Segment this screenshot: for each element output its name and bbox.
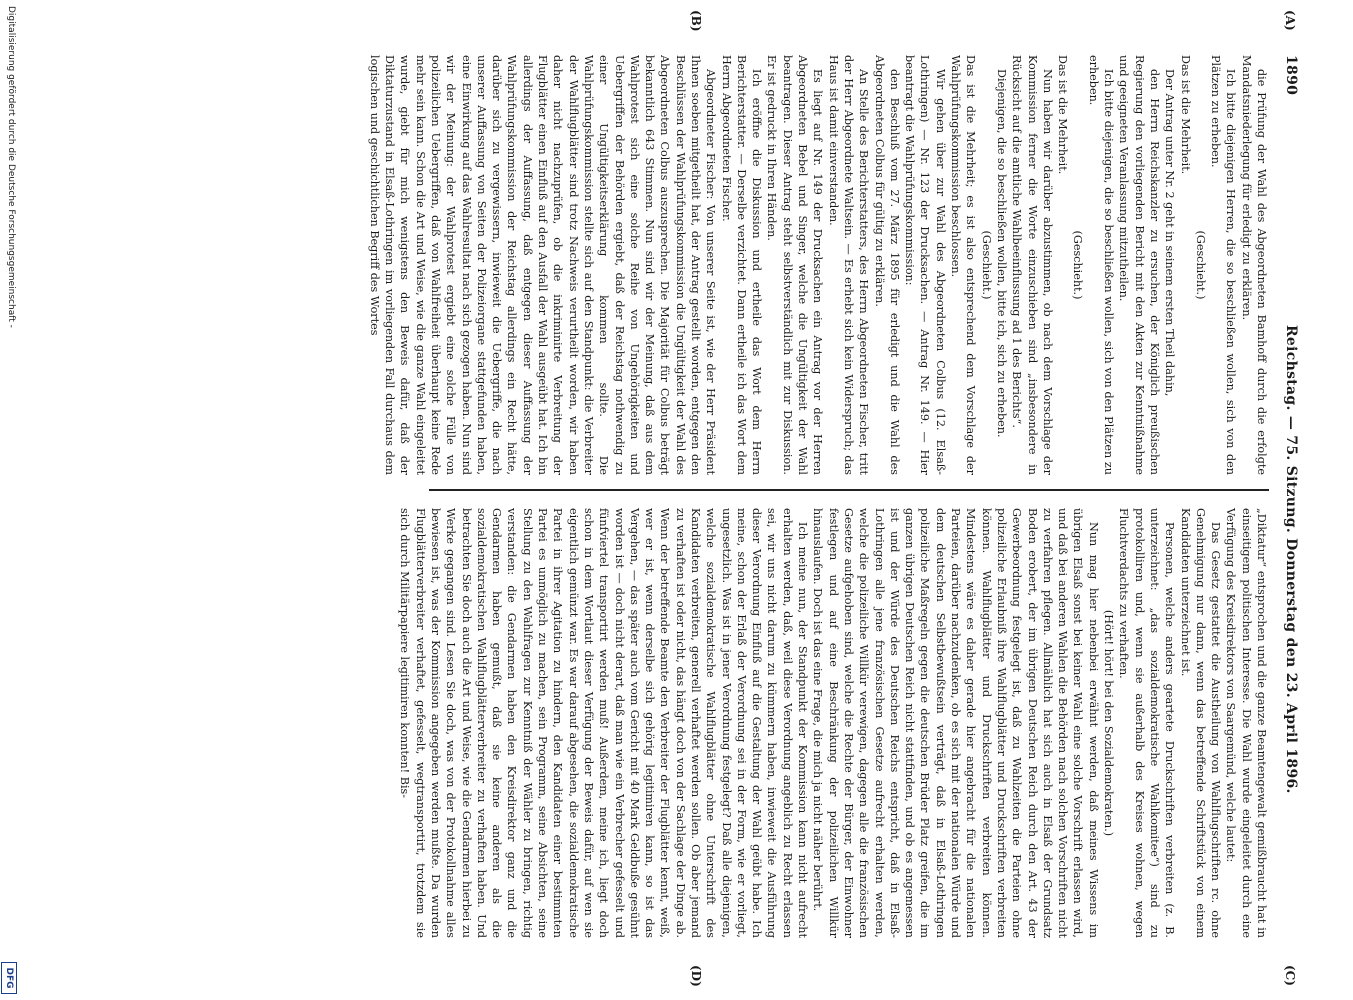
paragraph: die Prüfung der Wahl des Abgeordneten Bamhoff durch die erfolgte Mandatsniederlegung für erledigt zu erklären. [1239, 55, 1268, 475]
paragraph: Ich eröffne die Diskussion und ertheile das Wort dem Herrn Berichterstatter. — Derselbe verzichtet. Dann ertheile ich das Wort dem Herrn Abgeordneten Fischer. [719, 55, 764, 475]
funding-note: Digitalisierung gefördert durch die Deutsche Forschungsgemeinschaft - [6, 6, 16, 328]
header-title: Reichstag. — 75. Sitzung. Donnerstag den 23. April 1896. [1283, 325, 1299, 794]
paragraph: Das ist die Mehrheit. [1178, 55, 1192, 175]
paragraph: (Geschieht.) [1071, 230, 1085, 300]
paragraph: An Stelle des Berichterstatters, des Herrn Abgeordneten Fischer, tritt der Herr Abgeordnete Waltsein. — Es erhebt sich kein Widerspruch; das Haus ist damit einverstanden. [826, 55, 871, 475]
left-column [366, 55, 1269, 475]
margin-mark-b: (B) [689, 10, 703, 32]
paragraph: Es liegt auf Nr. 149 der Drucksachen ein Antrag vor der Herren Abgeordneten Bebel und Singer, welche die Ungültigkeit der Wahl beantragen. Dieser Antrag steht selbstverständlich mit zur Diskussion. Er ist gedruckt in Ihren Händen. [765, 55, 825, 475]
margin-mark-c: (C) [1283, 965, 1297, 986]
paragraph: Abgeordneter Fischer: Von unserer Seite ist, wie der Herr Präsident Ihnen soeben mitgetheilt hat, der Antrag gestellt worden, entgegen den Beschlüssen der Wahlprüfungskommission die Ungültigkeit der Wahl des Abgeordneten Colbus auszusprechen. Die Majorität für Colbus beträgt bekanntlich 643 Stimmen. Nun sind wir der Meinung, daß aus dem Wahlprotest sich eine solche Reihe von Ungehörigkeiten und Uebergriffen der Behörden ergiebt, daß der Reichstag nothwendig zu einer Ungültigkeitserklärung kommen sollte. Die Wahlprüfungskommission stellte sich auf den Standpunkt: die Verbreiter der Wahlflugblätter sind trotz Nachweis verurtheilt worden, wir haben daher nicht nachzuprüfen, ob die inkriminirte Verbreitung der Flugblätter einen Einfluß auf den Ausfall der Wahl ausgeübt hat. Ich bin allerdings der Auffassung, daß entgegen dieser Auffassung der Wahlprüfungskommission der Reichstag allerdings ein Recht hätte, darüber sich zu vergewissern, inwieweit die Uebergriffe, die nach unserer Auffassung von Seiten der Polizeiorgane stattgefunden haben, eine Einwirkung auf das Wahlresultat nach sich gezogen haben. Nun sind wir der Meinung: der Wahlprotest ergiebt eine solche Fülle von polizeilichen Uebergriffen, daß von Wahlfreiheit überhaupt keine Rede mehr sein kann. Schon die Art und Weise, wie die ganze Wahl eingeleitet wurde, giebt für mich wenigstens den Beweis dafür, daß der Diktaturzustand in Elsaß-Lothringen im vorliegenden Fall durchaus dem logischen und geschichtlichen Begriff des Wortes [367, 55, 718, 475]
paragraph: den Herrn Reichskanzler zu ersuchen, der Königlich preußischen Regierung den vorliegenden Bericht mit den Akten zur Kenntnißnahme und geeigneten Veranlassung mitzutheilen. [1117, 55, 1161, 475]
paragraph: (Geschieht.) [1193, 230, 1207, 300]
footer [0, 0, 18, 1000]
paragraph: Ich meine nun, der Standpunkt der Kommission kann nicht aufrecht erhalten werden, daß, weil diese Verordnung angeblich zu Recht erlassen sei, wir uns nicht darum zu kümmern haben, inwieweit die Ausführung dieser Verordnung Einfluß auf die Gestaltung der Wahl geübt habe. Ich meine, schon der Erlaß der Verordnung sei in der Form, wie er vorliegt, ungesetzlich. Was ist in jener Verordnung festgelegt? Daß alle diejenigen, welche sozialdemokratische Wahlflugblätter ohne Unterschrift des Kandidaten verbreiten, generell verhaftet werden sollen. Ob aber jemand zu verhaften ist oder nicht, das hängt doch von der Sachlage der Dinge ab. Wenn der betreffende Beamte den Verbreiter der Flugblätter kennt, weiß, wer er ist, wenn derselbe sich gehörig legitimiren kann, so ist das Vergehen, — das später auch vom Gericht mit 40 Mark Geldbuße gesühnt worden ist — doch nicht derart, daß man wie ein Verbrecher gefesselt und fünfviertel transportirt werden muß! Außerdem, meine ich, liegt doch schon in dem Wortlaut dieser Verfügung der Beweis dafür, auf wen sie eigentlich gemünzt war. Es war darauf abgesehen, die sozialdemokratische Partei in ihrer Agitation zu hindern, den Kandidaten einer bestimmten Partei es unmöglich zu machen, sein Programm, seine Absichten, seine Stellung zu den Wahlfragen zur Kenntniß der Wähler zu bringen, richtig verstanden: die Gendarmen haben den Kreisdirektor ganz und die Gendarmen haben gemußt, daß sie keine anderen als die sozialdemokratischen Wahlflugblätterverbreiter zu verhaften haben. Und betrachten Sie doch auch die Art und Weise, wie die Gendarmen hierbei zu Werke gegangen sind. Lesen Sie doch, was von der Protokollnahme alles bewiesen ist, was der Kommission angegeben werden mußte. Da wurden Flugblätterverbreiter verhaftet, gefesselt, wegtransportirt, trotzdem sie sich durch Militärpapiere legitimiren konnten! Bis- [398, 508, 810, 938]
margin-mark-a: (A) [1283, 10, 1297, 31]
page-number: 1890 [1283, 55, 1299, 96]
paragraph: (Geschieht.) [979, 230, 993, 300]
column-divider [429, 489, 1269, 491]
paragraph: Das Gesetz gestattet die Austheilung von Wahlflugschriften rc. ohne Genehmigung nur dann, wenn das betreffende Schriftstück von einem Kandidaten unterzeichnet ist. [1178, 508, 1223, 938]
paragraph: (Hört! hört! bei den Sozialdemokraten.) [1102, 609, 1116, 837]
paragraph: Der Antrag unter Nr. 2 geht in seinem ersten Theil dahin, [1163, 69, 1177, 397]
paragraph: Personen, welche anders geartete Druckschriften verbreiten (z. B. unterzeichnet: „das sozialdemokratische Wahlkomitee“) sind zu protokolliren und, wenn sie außerhalb des Kreises wohnen, wegen Fluchtverdachts zu verhaften. [1117, 508, 1177, 938]
dfg-logo-icon: DFG [1, 962, 17, 994]
paragraph: Das ist die Mehrheit. [1056, 55, 1070, 175]
paragraph: den Beschluß vom 27. März 1895 für erledigt und die Wahl des Abgeordneten Colbus für gültig zu erklären. [872, 55, 901, 475]
paragraph: „Diktatur“ entsprochen und die ganze Beamtengewalt gemißbraucht hat in einseitigem politischen Interesse. Die Wahl wurde eingeleitet durch eine Verfügung des Kreisdirektors von Saargemünd, welche lautet: [1224, 508, 1268, 938]
page-header [1279, 55, 1299, 935]
paragraph: Das ist die Mehrheit; es ist also entsprechend dem Vorschlage der Wahlprüfungskommission beschlossen. [949, 55, 978, 475]
right-column [397, 508, 1269, 938]
paragraph: Wir gehen über zur Wahl des Abgeordneten Colbus (12. Elsaß-Lothringen) — Nr. 123 der Drucksachen. — Antrag Nr. 149. — Hier beantragt die Wahlprüfungskommission: [903, 55, 947, 475]
margin-mark-d: (D) [689, 965, 703, 987]
paragraph: Diejenigen, die so beschließen wollen, bitte ich, sich zu erheben. [994, 69, 1008, 438]
paragraph: Ich bitte diejenigen Herren, die so beschließen wollen, sich von den Plätzen zu erheben. [1209, 55, 1238, 475]
paragraph: Nun mag hier nebenbei erwähnt werden, daß meines Wissens im übrigen Elsaß sonst bei keiner Wahl eine solche Vorschrift erlassen wird, und daß bei anderen Wahlen die Behörden nach solchen Vorschriften nicht zu verfahren pflegen. Allmählich hat sich auch in Elsaß der Grundsatz Boden erobert, der im übrigen Deutschen Reich durch den Art. 43 der Gewerbeordnung festgelegt ist, daß zu Wahlzeiten die Parteien ohne polizeiliche Erlaubniß ihre Wahlflugblätter und Druckschriften verbreiten können. Wahlflugblätter und Druckschriften verbreiten können. Mindestens wäre es daher gerade hier angebracht für die nationalen Parteien, darüber nachzudenken, ob es sich mit der nationalen Würde und dem deutschen Selbstbewußtsein verträgt, daß in Elsaß-Lothringen polizeiliche Maßregeln gegen die deutschen Brüder Platz greifen, die im ganzen übrigen Deutschen Reich nicht stattfinden, und ob es angemessen ist und der Würde des Deutschen Reichs entspricht, daß in Elsaß-Lothringen alle jene französischen Gesetze aufrecht erhalten werden, welche die polizeiliche Willkür verewigen, dagegen alle die französischen Gesetze aufgehoben sind, welche die Rechte der Bürger, der Einwohner festlegen und auf eine Beschränkung der polizeilichen Willkür hinauslaufen. Doch ist das eine Frage, die mich ja nicht näher berührt. [811, 508, 1100, 938]
paragraph: Nun haben wir darüber abzustimmen, ob nach dem Vorschlage der Kommission ferner die Worte einzuschieben sind „insbesondere in Rücksicht auf die amtliche Wahlbeeinflussung ad 1 des Berichts“. [1010, 55, 1054, 475]
paragraph: Ich bitte diejenigen, die so beschließen wollen, sich von den Plätzen zu erheben. [1086, 55, 1116, 475]
